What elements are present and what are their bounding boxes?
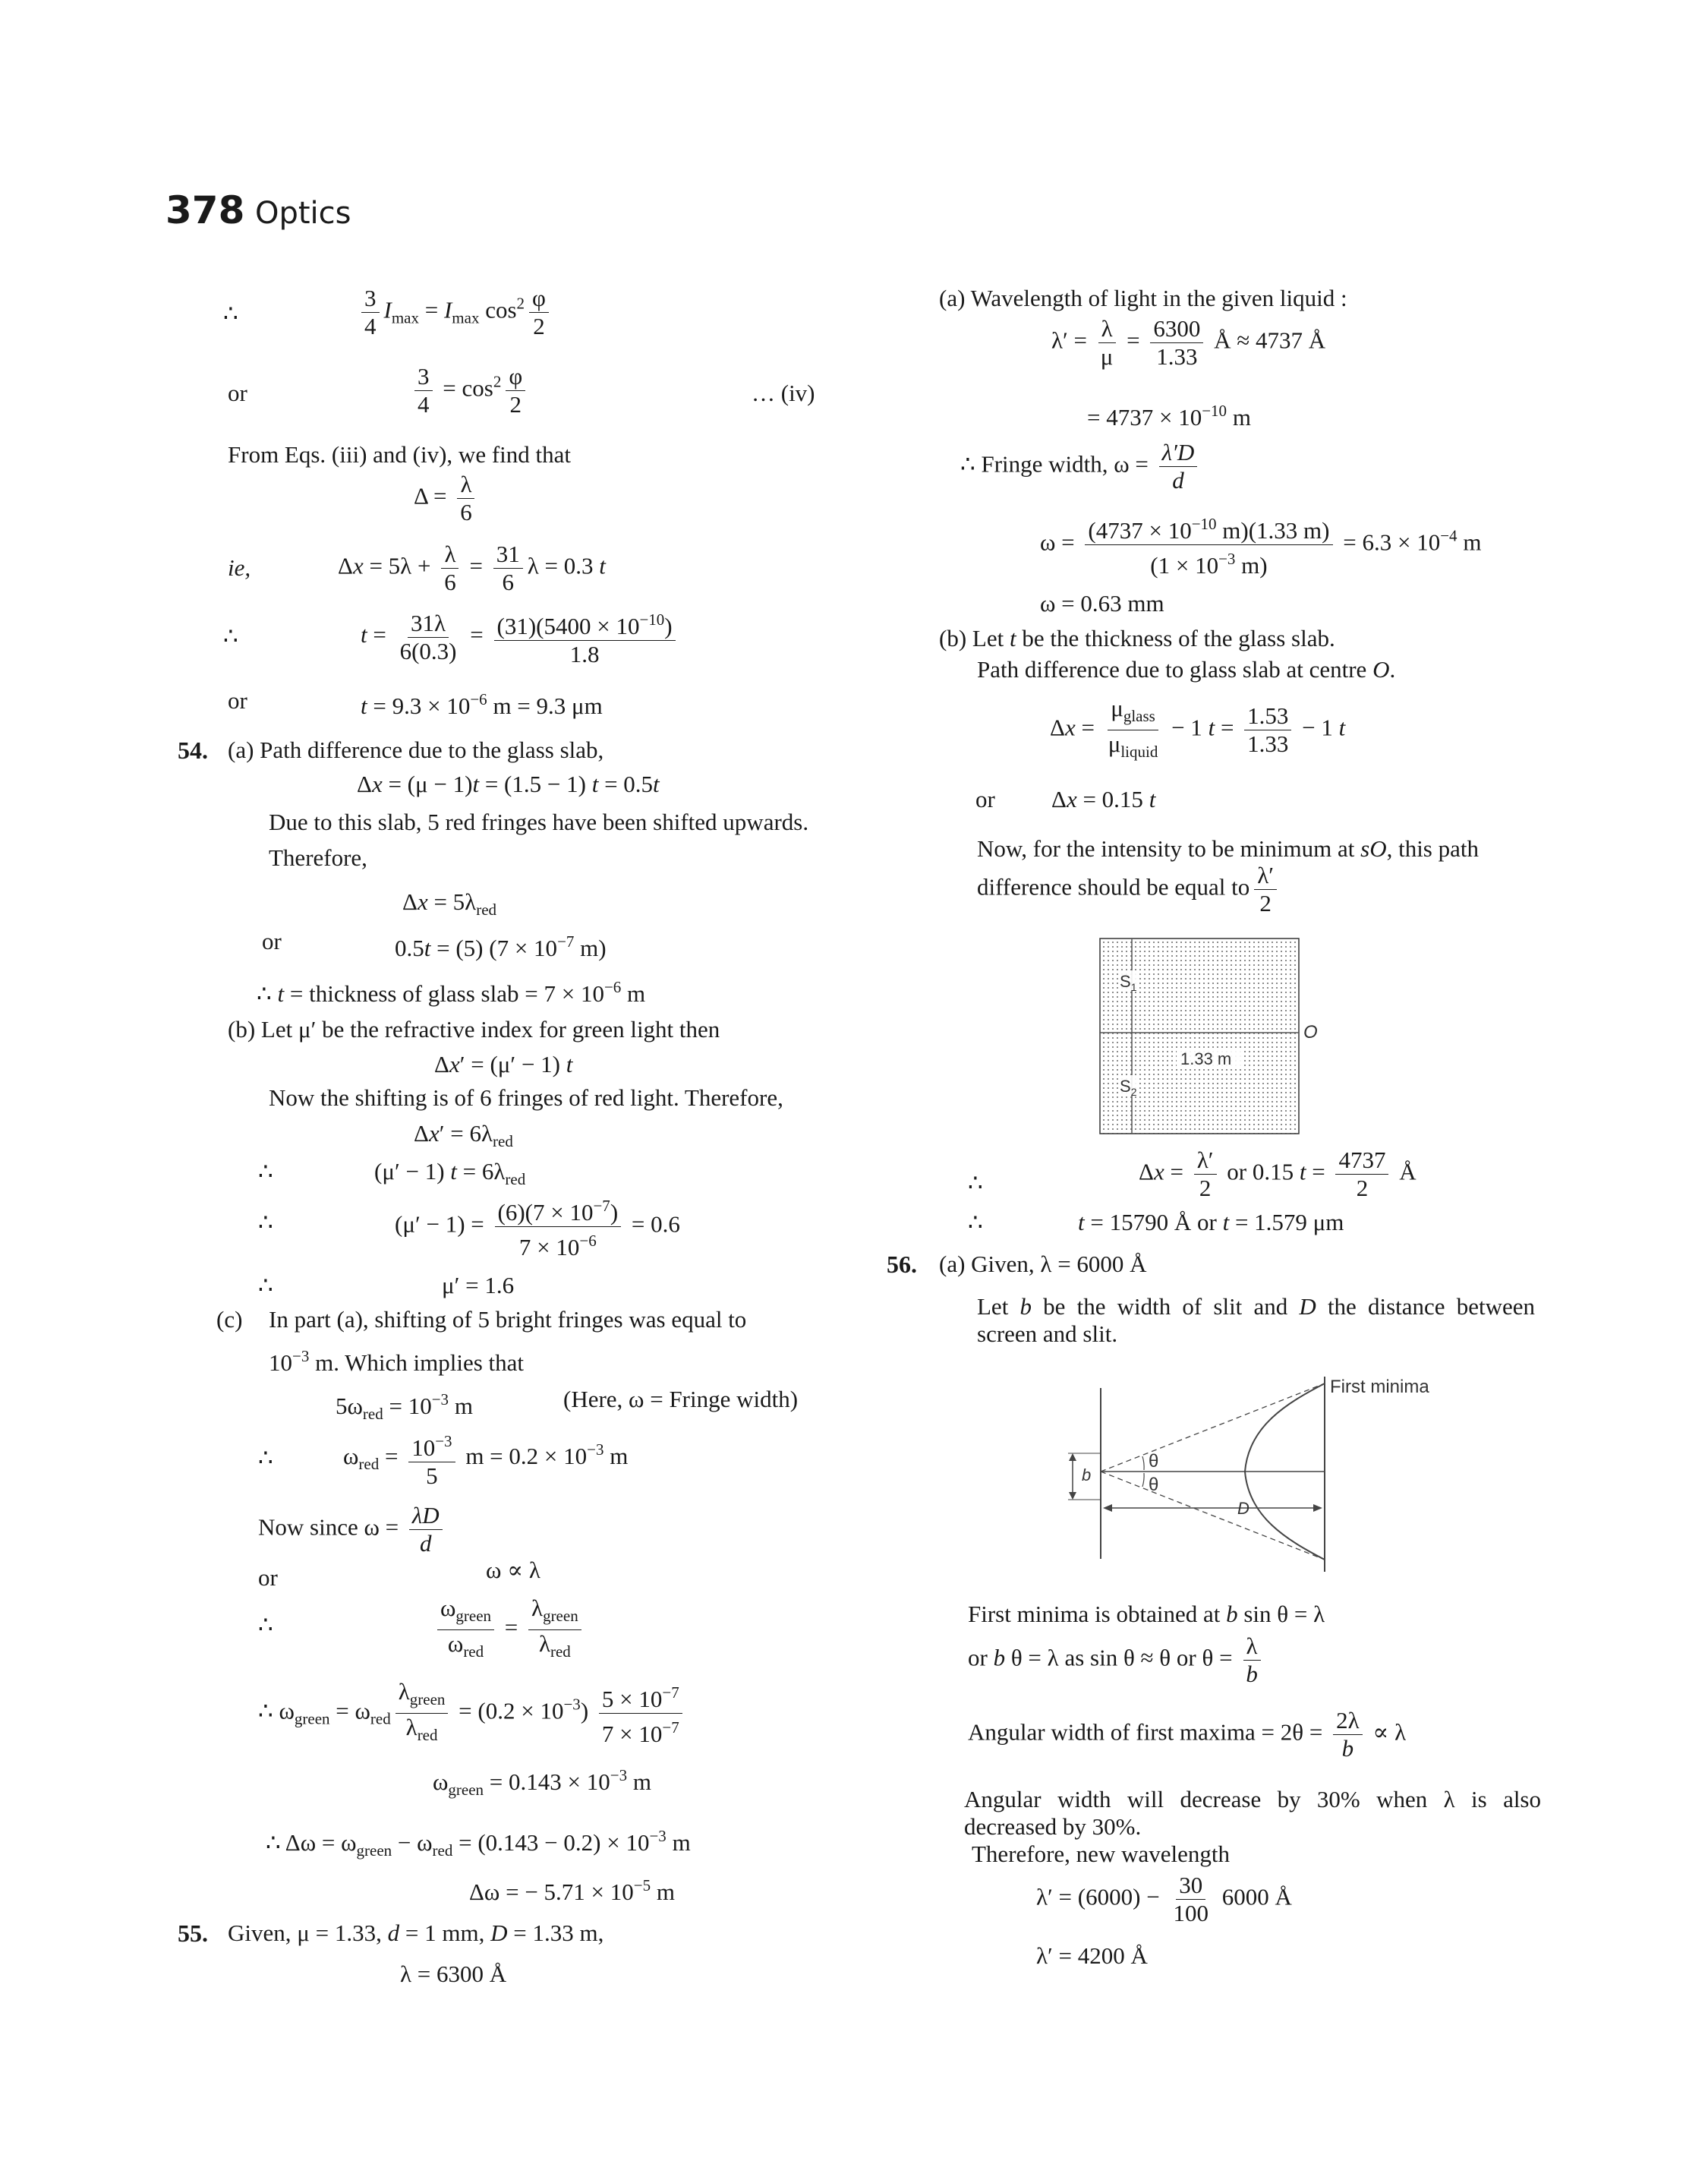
r-equation-4: ∴ Fringe width, ω = $\frac{\lambda'D}{d}$ [960,439,1202,494]
liquid-region [1100,939,1299,1134]
text-from-eqs: From Eqs. (iii) and (iv), we find that [228,441,571,468]
angle-arc [1142,1473,1144,1487]
q54-a-intro: (a) Path difference due to the glass slab, [228,737,604,763]
equation-l5: Δx = 5λ + $\frac{\lambda}{6}$ = $\frac{31}{6}$ λ = 0.3 t [338,541,606,595]
q54-equation-c11: Δω = − $5.71 \times 10^{-5}$ m [469,1876,676,1905]
r-equation-14: t = 15790 Å or t = 1.579 μm [1078,1209,1344,1235]
q54-equation-c5: Now since ω = $\frac{\lambda D}{d}$ [258,1502,447,1557]
q54-equation-a6: 0.5t = (5) ($7 \times 10^{-7}$ m) [395,932,607,961]
r-text-1: (a) Wavelength of light in the given liquid : [939,285,1347,311]
or-label: or [228,687,247,714]
single-slit-figure [1059,1373,1492,1574]
question-number-55: 55. [178,1920,208,1947]
q54-equation-b7: μ′ = 1.6 [442,1272,515,1298]
therefore-symbol: ∴ [258,1272,273,1298]
upper-ray [1101,1383,1325,1472]
q54-c-label: (c) [216,1306,243,1333]
s2-label: $S_2$ [1120,1077,1137,1098]
r-equation-18: Angular width of first maxima = 2θ = $\frac{2\lambda}{b}$ ∝ λ [968,1707,1407,1762]
r-equation-3: = $4737 \times 10^{-10}$ m [1087,402,1251,431]
chapter-title: Optics [255,196,351,231]
q54-text-a3: Due to this slab, 5 red fringes have been shifted upwards. [269,809,809,835]
q54-equation-c9: $\omega_{green} = 0.143 \times 10^{-3}$ m [433,1766,651,1799]
q54-equation-c4: $\omega_{red}$ = $\frac{10^{-3}}{5}$ $m = 0.2 \times 10^{-3}$ m [343,1427,628,1490]
r-equation-9: Δx = $\frac{\mu_{glass}}{\mu_{liquid}}$ − 1 t = $\frac{1.53}{1.33}$ − 1 t [1050,695,1346,761]
q54-equation-c8: ∴ $\omega_{green} = \omega_{red}$ $\frac{\lambda_{green}}{\lambda_{red}}$ = $(0.2 \times 10^{-3})$ $\frac{5 \times 10^{-7}}{7 \times 10^{-7}}$ [258,1678,687,1749]
equation-l6: t = $\frac{31\lambda}{6(0.3)}$ = $\frac{(31)(5400 \times 10^{-10})}{1.8}$ [361,606,680,668]
question-number-54: 54. [178,737,208,764]
q54-text-b3: Now the shifting is of 6 fringes of red light. Therefore, [269,1084,783,1111]
equation-l1: $\frac{3}{4}$ $I_{max} = I_{max}$ $\cos^2$ $\frac{\varphi}{2}$ [357,285,553,340]
r-equation-2: λ′ = $\frac{\lambda}{\mu}$ = $\frac{6300}{1.33}$ Å ≈ 4737 Å [1051,315,1326,370]
q54-equation-a7: ∴ t = thickness of glass slab = $7 \times 10^{-6}$ m [257,978,646,1007]
q55-given: Given, μ = 1.33, d = 1 mm, D = 1.33 m, [228,1920,604,1946]
r-equation-17: or b θ = λ as sin θ ≈ θ or θ = $\frac{\lambda}{b}$ [968,1633,1265,1688]
q54-equation-b4: $\Delta x' = 6\lambda_{red}$ [414,1120,513,1150]
q54-equation-c7: $\frac{\omega_{green}}{\omega_{red}}$ = $\frac{\lambda_{green}}{\lambda_{red}}$ [433,1595,586,1665]
r-equation-13: Δx = $\frac{\lambda'}{2}$ or 0.15 t = $\frac{4737}{2}$ Å [1139,1147,1417,1201]
equation-l7: $t = 9.3 \times 10^{-6}$ m = 9.3 μm [361,690,603,719]
r-equation-5: ω = $\frac{(4737 \times 10^{-10} m)(1.33 m)}{(1 \times 10^{-3} m)}$ = $6.3 \times 10^{-4}$ m [1040,510,1481,579]
r-equation-22: λ′ = 4200 Å [1036,1942,1148,1969]
page-number: 378 [165,188,245,232]
r-text-15: Let b be the width of slit and D the distance between screen and slit. [977,1293,1536,1347]
d-label: D [1237,1499,1249,1518]
arrow-head [1103,1504,1112,1512]
glass-slab-figure [1097,935,1302,1137]
therefore-symbol: ∴ [258,1158,273,1185]
q56-given: (a) Given, λ = 6000 Å [939,1251,1147,1277]
q54-note-fringe-width: (Here, ω = Fringe width) [563,1386,799,1412]
equation-l2: $\frac{3}{4}$ = $\cos^2$ $\frac{\varphi}{2}$ [410,363,530,418]
therefore-symbol: ∴ [258,1611,273,1638]
r-text-16: First minima is obtained at b sin θ = λ [968,1601,1325,1627]
r-text-8: Path difference due to glass slab at centre O. [977,656,1396,683]
therefore-symbol: ∴ [258,1209,273,1235]
r-text-19: Angular width will decrease by 30% when λ is also decreased by 30%. [964,1786,1541,1840]
r-text-11: Now, for the intensity to be minimum at sO, this path [977,835,1479,862]
or-label: or [262,928,282,954]
r-text-20: Therefore, new wavelength [972,1841,1230,1867]
q54-text-a4: Therefore, [269,844,367,871]
distance-label: 1.33 m [1180,1049,1232,1068]
therefore-symbol: ∴ [968,1209,983,1235]
ie-label: ie, [228,554,251,581]
q54-equation-b5: (μ′ − 1) $t = 6\lambda_{red}$ [374,1158,526,1188]
therefore-symbol: ∴ [223,300,238,327]
q54-b-intro: (b) Let μ′ be the refractive index for green light then [228,1016,720,1043]
q54-equation-c3: $5\omega_{red} = 10^{-3}$ m [336,1390,473,1423]
arrow-head [1069,1492,1076,1500]
theta-lower-label: θ [1149,1475,1159,1495]
r-equation-6: ω = 0.63 mm [1040,590,1164,617]
q54-equation-a2: Δx = (μ − 1)t = (1.5 − 1) t = 0.5t [357,771,660,797]
q54-text-c2: $10^{-3}$ m. Which implies that [269,1347,525,1376]
therefore-symbol: ∴ [223,623,238,649]
first-minima-label: First minima [1330,1377,1429,1397]
or-label: or [228,380,247,406]
lower-ray [1101,1472,1325,1560]
r-equation-21: λ′ = (6000) − $\frac{30}{100}$ 6000 Å [1036,1872,1292,1926]
equation-l4: Δ = $\frac{\lambda}{6}$ [414,471,480,526]
q54-equation-b2: Δx′ = (μ′ − 1) t [434,1051,573,1077]
q54-equation-c10: ∴ $\Delta\omega = \omega_{green} - \omega_{red} = (0.143 - 0.2) \times 10^{-3}$ m [266,1827,691,1860]
theta-upper-label: θ [1149,1451,1159,1472]
r-text-12: difference should be equal to $\frac{\lambda'}{2}$ [977,862,1281,917]
q55-wavelength: λ = 6300 Å [400,1961,507,1987]
q54-equation-b6: (μ′ − 1) = $\frac{(6)(7 \times 10^{-7})}{7 \times 10^{-6}}$ = 0.6 [395,1192,680,1261]
question-number-56: 56. [887,1251,917,1278]
arrow-head [1069,1453,1076,1461]
r-equation-10: Δx = 0.15 t [1051,786,1156,812]
q54-equation-c6: ω ∝ λ [486,1557,540,1583]
s1-label: $S_1$ [1120,972,1137,993]
r-text-7: (b) Let t be the thickness of the glass slab. [939,625,1335,651]
arrow-head [1313,1504,1322,1512]
angle-arc [1142,1456,1144,1470]
therefore-symbol: ∴ [258,1444,273,1471]
or-label: or [258,1564,278,1591]
therefore-symbol: ∴ [968,1169,983,1196]
centre-o-label: O [1303,1022,1318,1043]
b-label: b [1082,1465,1092,1484]
q54-equation-a5: $\Delta x = 5\lambda_{red}$ [402,888,497,919]
equation-number-iv: … (iv) [752,380,815,406]
or-label: or [975,786,995,812]
q54-c-text: In part (a), shifting of 5 bright fringes was equal to [269,1306,747,1333]
